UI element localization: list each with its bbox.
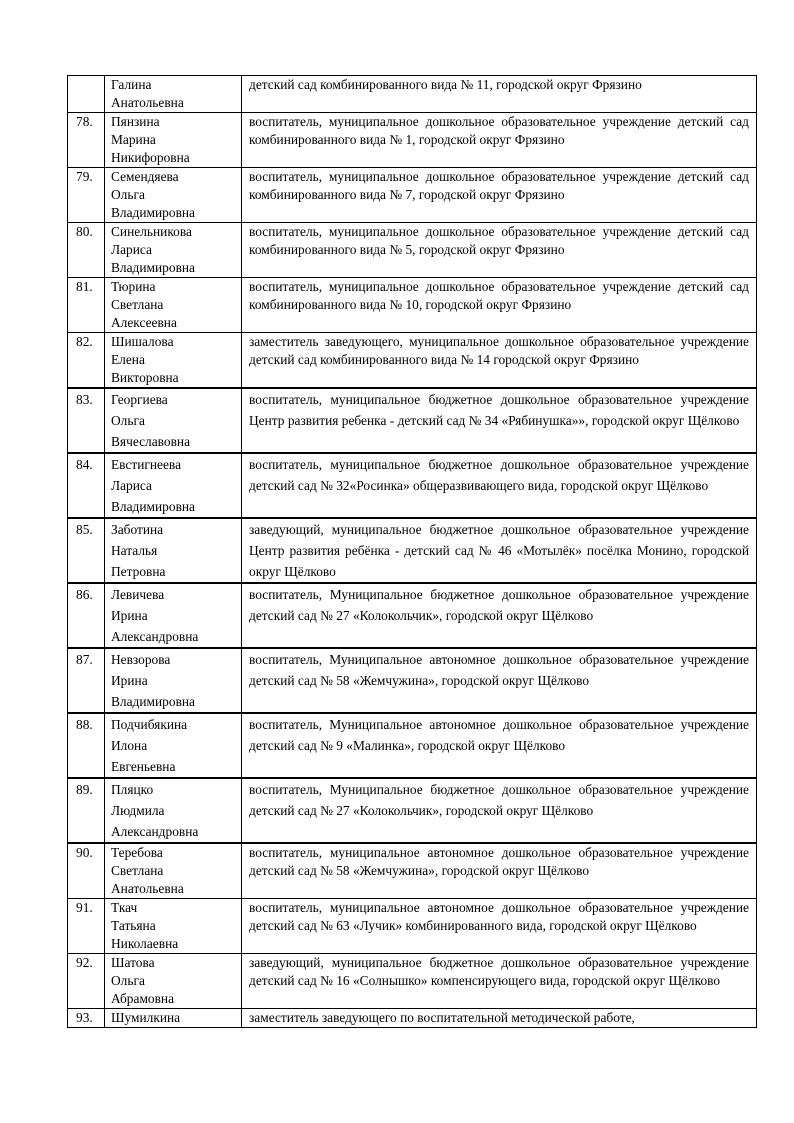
- person-name-cell: [105, 648, 242, 713]
- person-name-cell: [105, 453, 242, 518]
- person-name-part: Никифоровна: [111, 150, 190, 165]
- person-name-part: Анатольевна: [111, 881, 184, 896]
- row-number: 87.: [68, 648, 105, 713]
- person-name-part: Евгеньевна: [111, 759, 176, 774]
- table-row: [68, 168, 757, 223]
- position-cell: воспитатель, муниципальное бюджетное дошкольное образовательное учреждение детский сад № 32«Росинка» общеразвивающего вида, городской округ Щёлково: [242, 453, 757, 518]
- position-cell: воспитатель, муниципальное дошкольное образовательное учреждение детский сад комбинированного вида № 1, городской округ Фрязино: [242, 113, 757, 168]
- person-name-part: Елена: [111, 352, 145, 367]
- person-name-part: Викторовна: [111, 370, 179, 385]
- person-name-part: Синельникова: [111, 224, 192, 239]
- person-name-part: Татьяна: [111, 918, 156, 933]
- row-number: 89.: [68, 778, 105, 843]
- row-number: 88.: [68, 713, 105, 778]
- position-cell: воспитатель, Муниципальное бюджетное дошкольное образовательное учреждение детский сад № 27 «Колокольчик», городской округ Щёлково: [242, 583, 757, 648]
- person-name-part: Светлана: [111, 863, 164, 878]
- table-row: [68, 778, 757, 843]
- person-name-part: Семендяева: [111, 169, 179, 184]
- person-name-part: Анатольевна: [111, 95, 184, 110]
- position-cell: воспитатель, Муниципальное автономное дошкольное образовательное учреждение детский сад № 9 «Малинка», городской округ Щёлково: [242, 713, 757, 778]
- person-name-part: Марина: [111, 132, 156, 147]
- position-cell: воспитатель, муниципальное дошкольное образовательное учреждение детский сад комбинированного вида № 7, городской округ Фрязино: [242, 168, 757, 223]
- row-number: [68, 76, 105, 113]
- table-row: [68, 278, 757, 333]
- person-name-cell: [105, 76, 242, 113]
- table-row: [68, 76, 757, 113]
- person-name-cell: [105, 843, 242, 899]
- person-name-cell: [105, 168, 242, 223]
- position-cell: детский сад комбинированного вида № 11, городской округ Фрязино: [242, 76, 757, 113]
- row-number: 82.: [68, 333, 105, 389]
- person-name-part: Невзорова: [111, 652, 171, 667]
- person-name-part: Николаевна: [111, 936, 179, 951]
- person-name-part: Вячеславовна: [111, 434, 191, 449]
- person-name-part: Владимировна: [111, 260, 195, 275]
- table-row: [68, 518, 757, 583]
- person-name-part: Заботина: [111, 522, 164, 537]
- person-name-part: Светлана: [111, 297, 164, 312]
- person-name-part: Илона: [111, 738, 148, 753]
- row-number: 91.: [68, 899, 105, 954]
- person-name-cell: [105, 583, 242, 648]
- person-name-part: Лариса: [111, 242, 152, 257]
- position-cell: заместитель заведующего, муниципальное дошкольное образовательное учреждение детский сад комбинированного вида № 14 городской округ Фрязино: [242, 333, 757, 389]
- person-name-part: Владимировна: [111, 694, 195, 709]
- person-name-part: Ольга: [111, 973, 145, 988]
- person-name-part: Абрамовна: [111, 991, 175, 1006]
- person-name-part: Пянзина: [111, 114, 160, 129]
- table-row: [68, 113, 757, 168]
- position-cell: воспитатель, муниципальное автономное дошкольное образовательное учреждение детский сад № 58 «Жемчужина», городской округ Щёлково: [242, 843, 757, 899]
- row-number: 84.: [68, 453, 105, 518]
- document-page: [67, 75, 756, 1028]
- person-name-part: Ольга: [111, 413, 145, 428]
- position-cell: заведующий, муниципальное бюджетное дошкольное образовательное учреждение Центр развития ребёнка - детский сад № 46 «Мотылёк» посёлка Монино, городской округ Щёлково: [242, 518, 757, 583]
- person-name-cell: [105, 713, 242, 778]
- row-number: 86.: [68, 583, 105, 648]
- person-name-part: Шумилкина: [111, 1010, 181, 1025]
- person-name-cell: [105, 278, 242, 333]
- table-row: [68, 1009, 757, 1028]
- table-row: [68, 713, 757, 778]
- person-name-part: Ольга: [111, 187, 145, 202]
- row-number: 90.: [68, 843, 105, 899]
- table-row: [68, 333, 757, 389]
- position-cell: воспитатель, муниципальное автономное дошкольное образовательное учреждение детский сад № 63 «Лучик» комбинированного вида, городской округ Щёлково: [242, 899, 757, 954]
- person-name-part: Владимировна: [111, 499, 195, 514]
- person-name-part: Теребова: [111, 845, 163, 860]
- table-row: [68, 954, 757, 1009]
- position-cell: воспитатель, муниципальное дошкольное образовательное учреждение детский сад комбинированного вида № 10, городской округ Фрязино: [242, 278, 757, 333]
- table-row: [68, 843, 757, 899]
- person-name-cell: [105, 113, 242, 168]
- position-cell: воспитатель, муниципальное бюджетное дошкольное образовательное учреждение Центр развития ребенка - детский сад № 34 «Рябинушка»», городской округ Щёлково: [242, 388, 757, 453]
- person-name-part: Александровна: [111, 629, 199, 644]
- person-name-part: Петровна: [111, 564, 166, 579]
- row-number: 78.: [68, 113, 105, 168]
- row-number: 80.: [68, 223, 105, 278]
- person-name-cell: [105, 778, 242, 843]
- position-cell: воспитатель, Муниципальное автономное дошкольное образовательное учреждение детский сад № 58 «Жемчужина», городской округ Щёлково: [242, 648, 757, 713]
- person-name-part: Ткач: [111, 900, 138, 915]
- person-name-cell: [105, 518, 242, 583]
- person-name-part: Владимировна: [111, 205, 195, 220]
- staff-table-body: [68, 76, 757, 1028]
- person-name-cell: [105, 333, 242, 389]
- table-row: [68, 899, 757, 954]
- position-cell: заместитель заведующего по воспитательной методической работе,: [242, 1009, 757, 1028]
- position-cell: воспитатель, муниципальное дошкольное образовательное учреждение детский сад комбинированного вида № 5, городской округ Фрязино: [242, 223, 757, 278]
- staff-table: [67, 75, 757, 1028]
- position-cell: воспитатель, Муниципальное бюджетное дошкольное образовательное учреждение детский сад № 27 «Колокольчик», городской округ Щёлково: [242, 778, 757, 843]
- person-name-part: Лариса: [111, 478, 152, 493]
- table-row: [68, 388, 757, 453]
- table-row: [68, 223, 757, 278]
- person-name-part: Ирина: [111, 608, 148, 623]
- row-number: 79.: [68, 168, 105, 223]
- person-name-part: Людмила: [111, 803, 165, 818]
- table-row: [68, 648, 757, 713]
- person-name-part: Пляцко: [111, 782, 154, 797]
- row-number: 81.: [68, 278, 105, 333]
- person-name-cell: [105, 1009, 242, 1028]
- person-name-part: Левичева: [111, 587, 165, 602]
- person-name-part: Алексеевна: [111, 315, 177, 330]
- person-name-part: Наталья: [111, 543, 158, 558]
- person-name-part: Ирина: [111, 673, 148, 688]
- table-row: [68, 453, 757, 518]
- person-name-cell: [105, 899, 242, 954]
- person-name-part: Евстигнеева: [111, 457, 182, 472]
- person-name-part: Шишалова: [111, 334, 174, 349]
- row-number: 92.: [68, 954, 105, 1009]
- row-number: 83.: [68, 388, 105, 453]
- row-number: 85.: [68, 518, 105, 583]
- person-name-part: Подчибякина: [111, 717, 188, 732]
- person-name-part: Галина: [111, 77, 152, 92]
- row-number: 93.: [68, 1009, 105, 1028]
- person-name-part: Тюрина: [111, 279, 156, 294]
- person-name-part: Александровна: [111, 824, 199, 839]
- person-name-cell: [105, 954, 242, 1009]
- person-name-part: Шатова: [111, 955, 155, 970]
- person-name-cell: [105, 388, 242, 453]
- person-name-cell: [105, 223, 242, 278]
- position-cell: заведующий, муниципальное бюджетное дошкольное образовательное учреждение детский сад № 16 «Солнышко» компенсирующего вида, городской округ Щёлково: [242, 954, 757, 1009]
- person-name-part: Георгиева: [111, 392, 168, 407]
- table-row: [68, 583, 757, 648]
